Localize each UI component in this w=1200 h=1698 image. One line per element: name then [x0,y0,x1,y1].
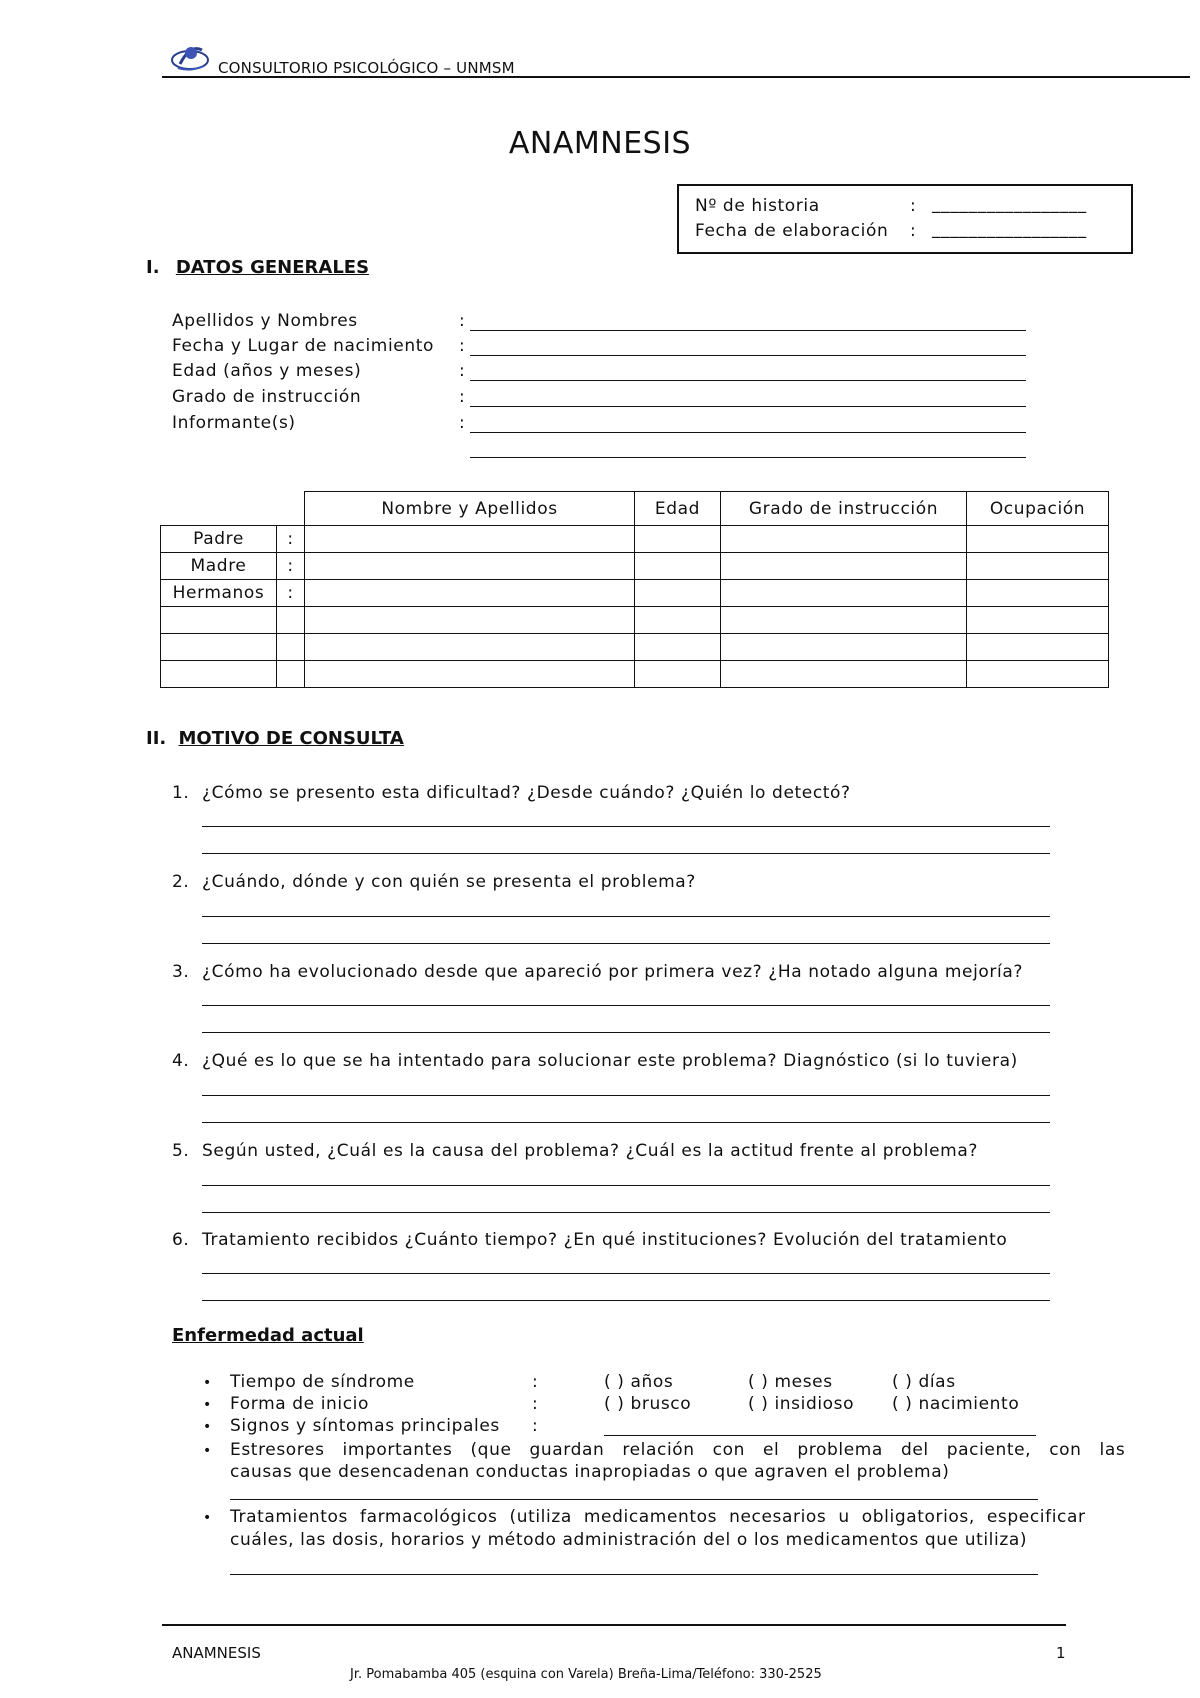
cell-name[interactable] [305,553,635,580]
cell-age[interactable] [635,553,721,580]
cell-education[interactable] [721,526,967,553]
bullet-icon: • [203,1397,212,1413]
treatments-answer-line[interactable] [230,1574,1038,1575]
header-divider [162,76,1190,78]
question-6-number: 6. [172,1230,190,1250]
section-1-number: I. [146,257,160,278]
field-colon: : [459,387,466,407]
column-header-age: Edad [635,492,721,526]
footer-address: Jr. Pomabamba 405 (esquina con Varela) Breña-Lima/Teléfono: 330-2525 [350,1667,822,1682]
question-3-number: 3. [172,962,190,982]
cell-occupation[interactable] [967,526,1109,553]
cell-age[interactable] [635,661,721,688]
row-relation: Hermanos [161,580,277,607]
section-1-title: DATOS GENERALES [175,257,370,278]
row-separator: : [277,580,305,607]
row-relation: Padre [161,526,277,553]
row-relation: Madre [161,553,277,580]
bullet-icon: • [203,1375,212,1391]
family-table [160,491,1109,688]
question-1-number: 1. [172,783,190,803]
table-row [161,607,1109,634]
bullet-icon: • [203,1419,212,1435]
cell-education[interactable] [721,553,967,580]
answer-line[interactable] [202,1212,1050,1213]
cell-education[interactable] [721,607,967,634]
column-header-education: Grado de instrucción [721,492,967,526]
cell-name[interactable] [305,580,635,607]
row-separator: : [277,553,305,580]
names-input-line[interactable] [470,330,1026,331]
footer-document-name: ANAMNESIS [172,1644,261,1662]
cell-name[interactable] [305,607,635,634]
cell-education[interactable] [721,634,967,661]
option-years[interactable]: ( ) años [604,1372,674,1392]
footer-divider [162,1624,1066,1626]
field-label-birth: Fecha y Lugar de nacimiento [172,336,434,356]
field-colon: : [459,311,466,331]
unmsm-logo-icon [170,40,210,76]
table-row [161,634,1109,661]
field-label-names: Apellidos y Nombres [172,311,358,331]
history-number-field[interactable]: _________________ [932,194,1087,214]
current-illness-title: Enfermedad actual [172,1325,364,1346]
question-4-number: 4. [172,1051,190,1071]
row-relation[interactable] [161,634,277,661]
stressors-text-line-1: Estresores importantes (que guardan relación con el problema del paciente, con las [230,1440,1126,1460]
birth-input-line[interactable] [470,355,1026,356]
cell-occupation[interactable] [967,553,1109,580]
elaboration-date-label: Fecha de elaboración [695,221,889,241]
onset-form-colon: : [532,1394,539,1414]
table-row [161,526,1109,553]
option-months[interactable]: ( ) meses [748,1372,833,1392]
field-colon: : [459,336,466,356]
section-2-number: II. [146,728,167,749]
answer-line[interactable] [202,1032,1050,1033]
option-sudden[interactable]: ( ) brusco [604,1394,692,1414]
organization-name: CONSULTORIO PSICOLÓGICO – UNMSM [218,59,515,77]
row-relation[interactable] [161,607,277,634]
signs-symptoms-input-line[interactable] [604,1435,1036,1436]
elaboration-date-field[interactable]: _________________ [932,219,1087,239]
section-2-heading [146,728,404,749]
answer-line[interactable] [202,1185,1050,1186]
question-3-text: ¿Cómo ha evolucionado desde que apareció por primera vez? ¿Ha notado alguna mejoría? [202,962,1023,982]
treatments-text-line-2: cuáles, las dosis, horarios y método administración del o los medicamentos que utiliza) [230,1530,1028,1550]
question-5-text: Según usted, ¿Cuál es la causa del problema? ¿Cuál es la actitud frente al problema? [202,1141,978,1161]
signs-symptoms-colon: : [532,1416,539,1436]
table-row [161,580,1109,607]
answer-line[interactable] [202,916,1050,917]
question-5-number: 5. [172,1141,190,1161]
cell-education[interactable] [721,580,967,607]
column-header-name: Nombre y Apellidos [305,492,635,526]
answer-line[interactable] [202,1300,1050,1301]
answer-line[interactable] [202,1122,1050,1123]
question-2-text: ¿Cuándo, dónde y con quién se presenta el problema? [202,872,696,892]
cell-age[interactable] [635,580,721,607]
section-2-title: MOTIVO DE CONSULTA [178,728,404,749]
bullet-icon: • [203,1510,212,1526]
option-days[interactable]: ( ) días [892,1372,956,1392]
table-row [161,553,1109,580]
cell-occupation[interactable] [967,580,1109,607]
field-label-informant: Informante(s) [172,413,296,433]
answer-line[interactable] [202,1095,1050,1096]
stressors-answer-line[interactable] [230,1499,1038,1500]
field-colon: : [459,413,466,433]
syndrome-time-colon: : [532,1372,539,1392]
treatments-text-line-1: Tratamientos farmacológicos (utiliza medicamentos necesarios u obligatorios, especificar [230,1507,1086,1527]
cell-occupation[interactable] [967,607,1109,634]
question-2-number: 2. [172,872,190,892]
cell-name[interactable] [305,526,635,553]
bullet-icon: • [203,1443,212,1459]
answer-line[interactable] [202,826,1050,827]
row-separator [277,607,305,634]
education-input-line[interactable] [470,406,1026,407]
option-insidious[interactable]: ( ) insidioso [748,1394,855,1414]
answer-line[interactable] [202,853,1050,854]
cell-name[interactable] [305,661,635,688]
answer-line[interactable] [202,1005,1050,1006]
row-separator [277,634,305,661]
document-title: ANAMNESIS [508,126,692,161]
onset-form-label: Forma de inicio [230,1394,369,1414]
cell-age[interactable] [635,526,721,553]
answer-line[interactable] [202,943,1050,944]
table-row [161,661,1109,688]
field-label-education: Grado de instrucción [172,387,362,407]
stressors-text-line-2: causas que desencadenan conductas inapropiadas o que agraven el problema) [230,1462,950,1482]
question-4-text: ¿Qué es lo que se ha intentado para solucionar este problema? Diagnóstico (si lo tuviera) [202,1051,1018,1071]
answer-line[interactable] [202,1273,1050,1274]
row-separator: : [277,526,305,553]
section-1-heading [146,257,369,278]
row-relation[interactable] [161,661,277,688]
informant-input-line-2[interactable] [470,457,1026,458]
cell-education[interactable] [721,661,967,688]
option-birth[interactable]: ( ) nacimiento [892,1394,1020,1414]
field-colon: : [459,361,466,381]
signs-symptoms-label: Signos y síntomas principales [230,1416,500,1436]
footer-page-number: 1 [1056,1644,1066,1662]
column-header-occupation: Ocupación [967,492,1109,526]
field-label-age: Edad (años y meses) [172,361,362,381]
row-separator [277,661,305,688]
current-illness-heading [172,1325,364,1346]
cell-age[interactable] [635,607,721,634]
question-1-text: ¿Cómo se presento esta dificultad? ¿Desde cuándo? ¿Quién lo detectó? [202,783,851,803]
history-number-label: Nº de historia [695,196,820,216]
age-input-line[interactable] [470,380,1026,381]
informant-input-line[interactable] [470,432,1026,433]
elaboration-date-colon: : [910,221,917,241]
table-header-row [161,492,1109,526]
cell-age[interactable] [635,634,721,661]
question-6-text: Tratamiento recibidos ¿Cuánto tiempo? ¿En qué instituciones? Evolución del tratamiento [202,1230,1008,1250]
cell-occupation[interactable] [967,634,1109,661]
cell-name[interactable] [305,634,635,661]
history-number-colon: : [910,196,917,216]
cell-occupation[interactable] [967,661,1109,688]
syndrome-time-label: Tiempo de síndrome [230,1372,415,1392]
